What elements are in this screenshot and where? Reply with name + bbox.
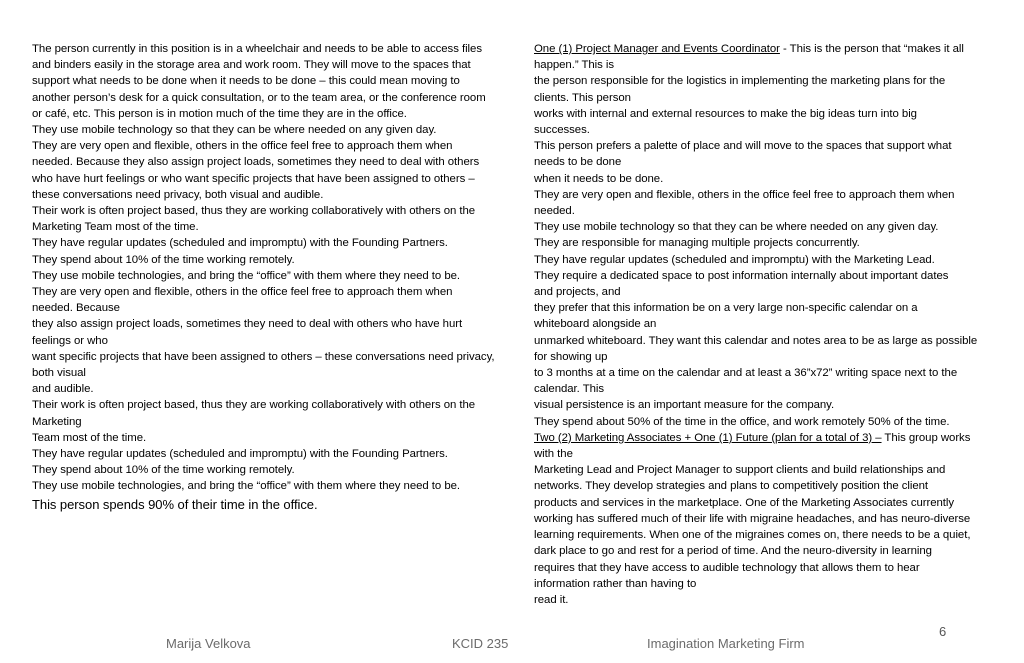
body-text-line: whiteboard alongside an	[534, 318, 657, 331]
footer-firm: Imagination Marketing Firm	[647, 636, 805, 651]
body-text-line: Marketing Lead and Project Manager to support clients and build relationships and	[534, 464, 946, 477]
body-text-line: information rather than having to	[534, 577, 697, 590]
body-text-line: needed. Because	[32, 302, 120, 315]
footer-course: KCID 235	[452, 636, 509, 651]
body-text-line: learning requirements. When one of the migraines comes on, there needs to be a quiet,	[534, 529, 971, 542]
body-text-line: They are responsible for managing multiple projects concurrently.	[534, 237, 860, 250]
body-text-line: requires that they have access to audible technology that allows them to hear	[534, 561, 920, 574]
body-text-line: these conversations need privacy, both visual and audible.	[32, 188, 324, 201]
body-text-line: who have hurt feelings or who want specific projects that have been assigned to others –	[32, 172, 475, 185]
body-text-line: they also assign project loads, sometimes they need to deal with others who have hurt	[32, 318, 463, 331]
body-text-line: networks. They develop strategies and plans to competitively position the client	[534, 480, 929, 493]
body-text-line: They use mobile technologies, and bring the “office” with them where they need to be.	[32, 269, 461, 282]
body-text-line: read it.	[534, 593, 569, 606]
body-text-line: They require a dedicated space to post information internally about important dates	[534, 269, 949, 282]
role-project-manager-line	[534, 41, 1004, 57]
body-text-line: calendar. This	[534, 383, 605, 396]
body-text-line: Their work is often project based, thus they are working collaboratively with others on the	[32, 399, 476, 412]
body-text-line: happen.” This is	[534, 59, 615, 72]
body-text-line: when it needs to be done.	[534, 172, 664, 185]
body-text-line: with the	[534, 448, 573, 461]
left-text-column	[32, 41, 528, 513]
body-text-line: They are very open and flexible, others in the office feel free to approach them when	[32, 286, 453, 299]
body-text-line: They use mobile technology so that they can be where needed on any given day.	[534, 221, 939, 234]
closing-statement: This person spends 90% of their time in the office.	[32, 496, 318, 512]
body-text-line: want specific projects that have been assigned to others – these conversations need privacy,	[32, 350, 495, 363]
footer-author: Marija Velkova	[166, 636, 251, 651]
body-text-line: they prefer that this information be on a very large non-specific calendar on a	[534, 302, 918, 315]
body-text-line: They use mobile technology so that they can be where needed on any given day.	[32, 124, 437, 137]
body-text-line: Team most of the time.	[32, 431, 147, 444]
body-text-line: successes.	[534, 124, 590, 137]
role-project-manager-heading: One (1) Project Manager and Events Coordinator	[534, 43, 780, 55]
body-text-line: Marketing Team most of the time.	[32, 221, 199, 234]
body-text-line: or café, etc. This person is in motion much of the time they are in the office.	[32, 107, 407, 120]
body-text-line: and projects, and	[534, 286, 621, 299]
right-text-column	[534, 41, 1004, 608]
body-text-line: working has suffered much of their life with migraine headaches, and has neuro-diverse	[534, 512, 971, 525]
role-marketing-associates-heading: Two (2) Marketing Associates + One (1) Future (plan for a total of 3) –	[534, 431, 882, 444]
body-text-line: feelings or who	[32, 334, 108, 347]
body-text-line: the person responsible for the logistics in implementing the marketing plans for the	[534, 75, 946, 88]
body-text-line: Marketing	[32, 415, 82, 428]
body-text-line: clients. This person	[534, 91, 631, 104]
body-text-line: to 3 months at a time on the calendar and at least a 36”x72” writing space next to the	[534, 367, 958, 380]
body-text-line: visual persistence is an important measure for the company.	[534, 399, 835, 412]
body-text-line: They have regular updates (scheduled and impromptu) with the Founding Partners.	[32, 237, 448, 250]
body-text-line: unmarked whiteboard. They want this calendar and notes area to be as large as possible	[534, 334, 978, 347]
body-text-line: They spend about 50% of the time in the office, and work remotely 50% of the time.	[534, 415, 950, 428]
body-text-line: They are very open and flexible, others in the office feel free to approach them when	[32, 140, 453, 153]
page-number: 6	[939, 624, 947, 639]
body-text-line: They are very open and flexible, others in the office feel free to approach them when	[534, 188, 955, 201]
body-text-line: and binders easily in the storage area and work room. They will move to the spaces that	[32, 59, 471, 72]
body-text-line: and audible.	[32, 383, 94, 396]
body-text-line: The person currently in this position is in a wheelchair and needs to be able to access files	[32, 43, 482, 55]
body-text-line: They spend about 10% of the time working remotely.	[32, 253, 295, 266]
body-text-line: They spend about 10% of the time working remotely.	[32, 464, 295, 477]
body-text-line: support what needs to be done when it needs to be done – this could mean moving to	[32, 75, 460, 88]
role-marketing-associates-intro: This group works	[881, 431, 971, 444]
body-text-line: for showing up	[534, 350, 608, 363]
body-text-line: another person’s desk for a quick consultation, or to the team area, or the conference room	[32, 91, 486, 104]
role-marketing-associates-line	[534, 430, 1004, 446]
body-text-line: This person prefers a palette of place and will move to the spaces that support what	[534, 140, 952, 153]
role-project-manager-intro: - This is the person that “makes it all	[779, 43, 964, 55]
body-text-line: needed.	[534, 205, 575, 218]
body-text-line: They have regular updates (scheduled and impromptu) with the Marketing Lead.	[534, 253, 935, 266]
body-text-line: dark place to go and rest for a period of time. And the neuro-diversity in learning	[534, 545, 932, 558]
body-text-line: needed. Because they also assign project loads, sometimes they need to deal with others	[32, 156, 480, 169]
body-text-line: Their work is often project based, thus they are working collaboratively with others on the	[32, 205, 476, 218]
body-text-line: works with internal and external resources to make the big ideas turn into big	[534, 107, 917, 120]
body-text-line: They use mobile technologies, and bring the “office” with them where they need to be.	[32, 480, 461, 493]
body-text-line: needs to be done	[534, 156, 622, 169]
body-text-line: products and services in the marketplace. One of the Marketing Associates currently	[534, 496, 955, 509]
body-text-line: They have regular updates (scheduled and impromptu) with the Founding Partners.	[32, 448, 448, 461]
body-text-line: both visual	[32, 367, 86, 380]
